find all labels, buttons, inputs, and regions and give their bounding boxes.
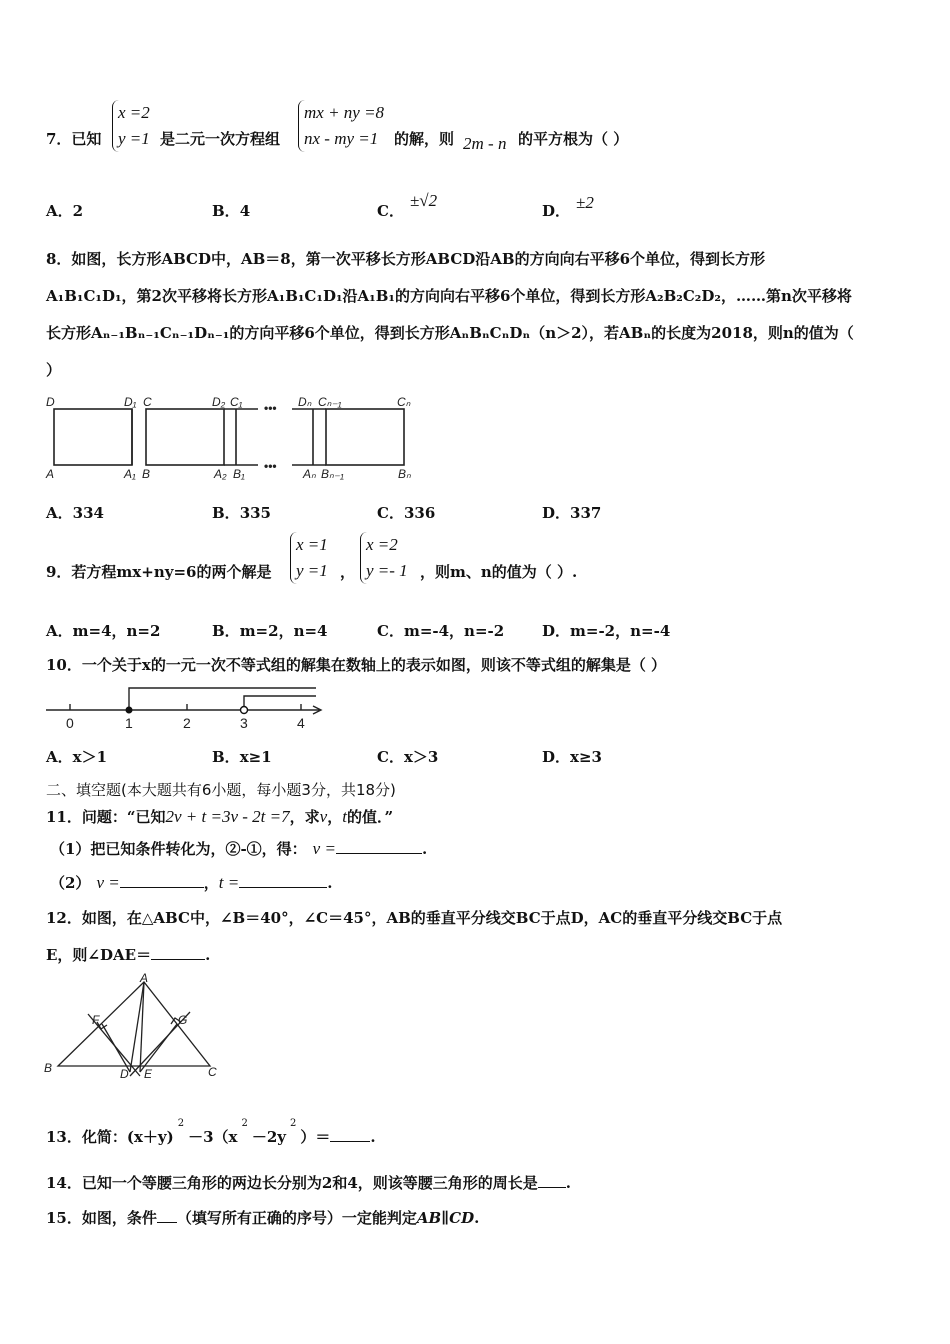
q8-fig-label: ••• bbox=[264, 459, 277, 473]
q8-option-c: C．336 bbox=[377, 504, 436, 522]
q8-fig-label: B₁ bbox=[233, 467, 245, 481]
q10-tick-label: 1 bbox=[125, 715, 133, 731]
q12-label-a: A bbox=[140, 972, 149, 985]
q7-option-d: D． ±2 bbox=[542, 193, 594, 220]
q8-fig-label: Aₙ bbox=[303, 467, 316, 481]
rect-anbncndn bbox=[326, 409, 404, 465]
q11-line-1: 11．问题：“已知2v + t =3v - 2t =7，求v，t的值．” bbox=[46, 807, 394, 826]
q12-label-f: F bbox=[92, 1013, 100, 1027]
q8-fig-label: Bₙ₋₁ bbox=[321, 467, 344, 481]
q8-fig-label: C bbox=[143, 395, 152, 409]
q8-rectangles-figure bbox=[40, 392, 430, 484]
q7-option-a: A．2 bbox=[46, 202, 84, 220]
q13-blank[interactable] bbox=[330, 1127, 370, 1142]
q11-blank-3[interactable] bbox=[239, 873, 327, 888]
q7-mid-text: 是二元一次方程组 bbox=[160, 130, 281, 148]
q8-option-b: B．335 bbox=[212, 504, 271, 522]
q9-option-b: B．m=2，n=4 bbox=[212, 622, 328, 640]
q9-option-d: D．m=-2，n=-4 bbox=[542, 622, 671, 640]
q11-blank-2[interactable] bbox=[120, 873, 204, 888]
question-13: 13．化简：$(x+y)^2-3(x^2-2y^2)=$ . bbox=[46, 1118, 376, 1146]
q8-fig-label: Bₙ bbox=[398, 467, 411, 481]
q10-open-point bbox=[241, 707, 248, 714]
q10-tick-label: 2 bbox=[183, 715, 191, 731]
q11-blank-1[interactable] bbox=[336, 839, 422, 854]
q7-prefix: 7．已知 bbox=[46, 130, 102, 148]
q12-label-c: C bbox=[208, 1065, 217, 1079]
q15-blank[interactable] bbox=[157, 1208, 177, 1223]
q9-solution-1 bbox=[290, 532, 328, 584]
q8-option-a: A．334 bbox=[46, 504, 104, 522]
q8-fig-label: A₂ bbox=[214, 467, 227, 481]
q12-blank[interactable] bbox=[151, 945, 205, 960]
q7-sys2-eq2: nx - my =1 bbox=[304, 129, 379, 148]
q9-prefix: 9．若方程mx+ny=6的两个解是 bbox=[46, 563, 272, 581]
q10-option-d: D．x≥3 bbox=[542, 748, 602, 766]
q8-line-1: 8．如图，长方形ABCD中，AB＝8，第一次平移长方形ABCD沿AB的方向向右平移6个单位，得到长方形 bbox=[46, 250, 766, 268]
q7-sys1-eq2: y =1 bbox=[118, 129, 150, 148]
q9-option-c: C．m=-4，n=-2 bbox=[377, 622, 505, 640]
q8-fig-label: A₁ bbox=[124, 467, 136, 481]
q8-line-3: 长方形Aₙ₋₁Bₙ₋₁Cₙ₋₁Dₙ₋₁的方向平移6个单位，得到长方形AₙBₙCₙDₙ（n＞2），若ABₙ的长度为2018，则n的值为（ bbox=[46, 324, 854, 342]
q9-sys2-eq2: y =- 1 bbox=[366, 561, 408, 580]
q8-fig-label: D bbox=[46, 395, 55, 409]
q10-text: 10．一个关于x的一元一次不等式组的解集在数轴上的表示如图，则该不等式组的解集是（ ） bbox=[46, 656, 667, 674]
q7-tail2: 的平方根为（ ） bbox=[518, 130, 629, 148]
question-15: 15．如图，条件 （填写所有正确的序号）一定能判定AB∥CD. bbox=[46, 1209, 480, 1227]
q7-sys1-eq1: x =2 bbox=[118, 103, 150, 122]
q8-fig-label: D₁ bbox=[124, 395, 137, 409]
q9-comma: ， bbox=[340, 563, 356, 581]
q10-option-c: C．x＞3 bbox=[377, 748, 439, 766]
q12-line-1: 12．如图，在△ABC中，∠B＝40°，∠C＝45°，AB的垂直平分线交BC于点D，AC的垂直平分线交BC于点 bbox=[46, 909, 783, 927]
q7-option-b: B．4 bbox=[212, 202, 251, 220]
q8-fig-label: C₁ bbox=[230, 395, 243, 409]
q7-solution-system bbox=[112, 100, 150, 152]
q12-label-g: G bbox=[178, 1013, 188, 1027]
q7-tail1: 的解，则 bbox=[394, 130, 455, 148]
q10-option-b: B．x≥1 bbox=[212, 748, 272, 766]
q12-line-2: E，则∠DAE＝ . bbox=[46, 946, 211, 964]
q8-line-4: ） bbox=[46, 361, 62, 379]
q8-fig-label: Cₙ bbox=[397, 395, 411, 409]
q9-sys1-eq2: y =1 bbox=[296, 561, 328, 580]
q8-fig-label: ••• bbox=[264, 401, 277, 415]
q12-label-d: D bbox=[120, 1067, 129, 1081]
q9-tail: ，则m、n的值为（ ）. bbox=[420, 563, 578, 581]
q11-line-3: （2） v = ，t = . bbox=[50, 873, 333, 892]
q10-number-line bbox=[40, 682, 330, 732]
q8-fig-label: A bbox=[46, 467, 55, 481]
question-14: 14．已知一个等腰三角形的两边长分别为2和4，则该等腰三角形的周长是 . bbox=[46, 1174, 571, 1192]
q7-equation-system bbox=[298, 100, 384, 152]
rect-a1b1c1d1 bbox=[146, 409, 224, 465]
q12-label-b: B bbox=[44, 1061, 53, 1075]
q8-line-2: A₁B₁C₁D₁，第2次平移将长方形A₁B₁C₁D₁沿A₁B₁的方向向右平移6个单位，得到长方形A₂B₂C₂D₂，……第n次平移将 bbox=[46, 287, 852, 305]
q8-option-d: D．337 bbox=[542, 504, 602, 522]
q10-tick-label: 3 bbox=[240, 715, 248, 731]
q10-option-a: A．x＞1 bbox=[46, 748, 108, 766]
q12-triangle-figure bbox=[40, 972, 230, 1086]
q7-option-c: C．±√2 bbox=[377, 191, 438, 220]
q10-closed-point bbox=[126, 707, 133, 714]
rect-abcd bbox=[54, 409, 132, 465]
q7-expression: 2m - n bbox=[463, 134, 507, 153]
q9-sys2-eq1: x =2 bbox=[366, 535, 398, 554]
q9-option-a: A．m=4，n=2 bbox=[46, 622, 161, 640]
q8-fig-label: Dₙ bbox=[298, 395, 312, 409]
q8-fig-label: D₂ bbox=[212, 395, 226, 409]
q9-solution-2 bbox=[360, 532, 408, 584]
q9-sys1-eq1: x =1 bbox=[296, 535, 328, 554]
q8-fig-label: B bbox=[142, 467, 151, 481]
q11-line-2: （1）把已知条件转化为，②-①，得： v = . bbox=[50, 839, 428, 858]
q12-label-e: E bbox=[144, 1067, 153, 1081]
q10-tick-label: 0 bbox=[66, 715, 74, 731]
q8-fig-label: Cₙ₋₁ bbox=[318, 395, 342, 409]
section-2-heading: 二、填空题(本大题共有6小题，每小题3分，共18分) bbox=[46, 781, 396, 799]
q10-tick-label: 4 bbox=[297, 715, 305, 731]
q7-sys2-eq1: mx + ny =8 bbox=[304, 103, 385, 122]
q14-blank[interactable] bbox=[538, 1173, 566, 1188]
